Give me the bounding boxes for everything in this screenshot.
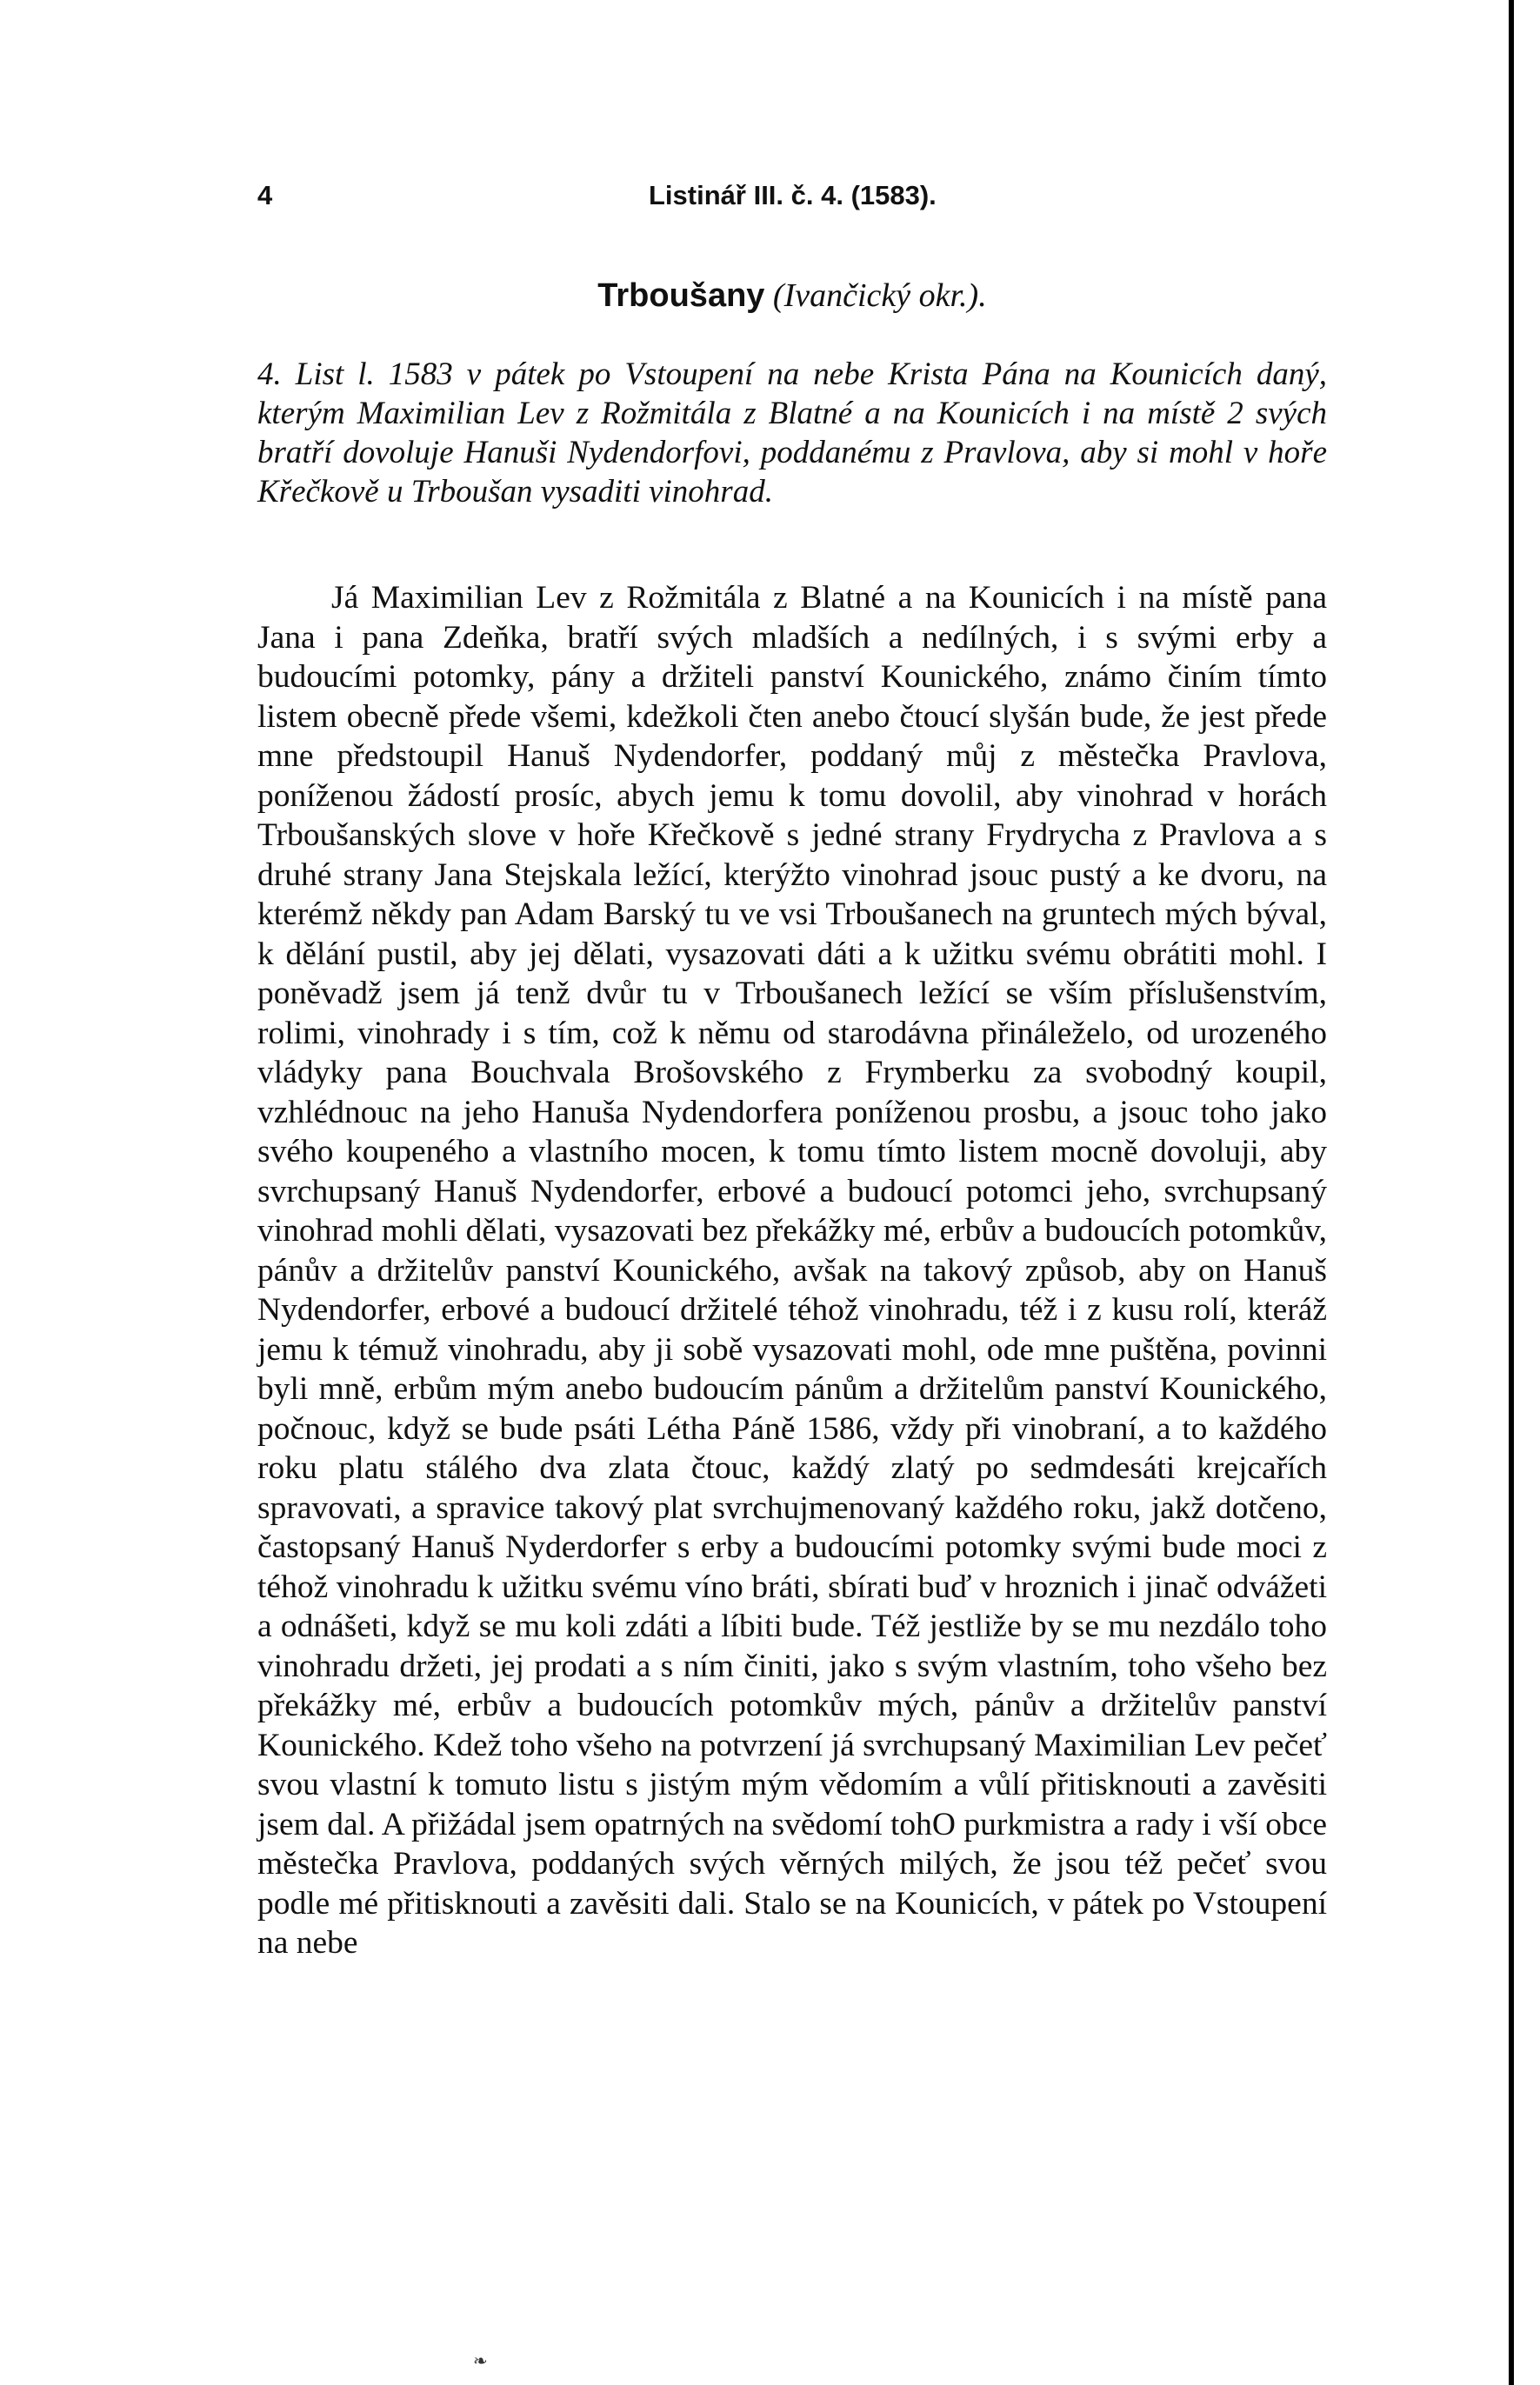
- regest-text: List l. 1583 v pátek po Vstoupení na nebe Krista Pána na Kounicích daný, kterým Maximilian Lev z Rožmitála z Blatné a na Kounicích i na místě 2 svých bratří dovoluje Hanuši Nydendorfovi, poddanému z Pravlova, aby si mohl v hoře Křečkově u Trboušan vysaditi vinohrad.: [257, 356, 1327, 510]
- running-header: [257, 180, 1327, 218]
- district-name: (Ivančický okr.).: [772, 277, 987, 314]
- regest: [257, 355, 1327, 511]
- running-title: Listinář III. č. 4. (1583).: [649, 180, 937, 210]
- page-number: 4: [257, 180, 273, 210]
- place-name: Trboušany: [597, 277, 765, 314]
- document-body-text: Já Maximilian Lev z Rožmitála z Blatné a na Kounicích i na místě pana Jana i pana Zdeňka, bratří svých mladších a nedílných, i s svými erby a budoucími potomky, pány a držiteli panství Kounického, známo činím tímto listem obecně přede všemi, kdežkoli čten anebo čtoucí slyšán bude, že jest přede mne předstoupil Hanuš Nydendorfer, poddaný můj z městečka Pravlova, poníženou žádostí prosíc, abych jemu k tomu dovolil, aby vinohrad v horách Trboušanských slove v hoře Křečkově s jedné strany Frydrycha z Pravlova a s druhé strany Jana Stejskala ležící, kterýžto vinohrad jsouc pustý a ke dvoru, na kterémž někdy pan Adam Barský tu ve vsi Trboušanech na gruntech mých býval, k dělání pustil, aby jej dělati, vysazovati dáti a k užitku svému obrátiti mohl. I poněvadž jsem já tenž dvůr tu v Trboušanech ležící se vším příslušenstvím, rolimi, vinohrady i s tím, což k němu od starodávna přináleželo, od urozeného vládyky pana Bouchvala Brošovského z Frymberku za svobodný koupil, vzhlédnouc na jeho Hanuša Nydendorfera poníženou prosbu, a jsouc toho jako svého koupeného a vlastního mocen, k tomu tímto listem mocně dovoluji, aby svrchupsaný Hanuš Nydendorfer, erbové a budoucí potomci jeho, svrchupsaný vinohrad mohli dělati, vysazovati bez překážky mé, erbův a budoucích potomkův, pánův a držitelův panství Kounického, avšak na takový způsob, aby on Hanuš Nydendorfer, erbové a budoucí držitelé téhož vinohradu, též i z kusu rolí, kteráž jemu k témuž vinohradu, aby ji sobě vysazovati mohl, ode mne puštěna, povinni byli mně, erbům mým anebo budoucím pánům a držitelům panství Kounického, počnouc, když se bude psáti Létha Páně 1586, vždy při vinobraní, a to každého roku platu stálého dva zlata čtouc, každý zlatý po sedmdesáti krejcařích spravovati, a spravice takový plat svrchujmenovaný každého roku, jakž dotčeno, častopsaný Hanuš Nyderdorfer s erby a budoucími potomky svými bude moci z téhož vinohradu k užitku svému víno bráti, sbírati buď v hroznich i jinač odvážeti a odnášeti, když se mu koli zdáti a líbiti bude. Též jestliže by se mu nezdálo toho vinohradu držeti, jej prodati a s ním činiti, jako s svým vlastním, toho všeho bez překážky mé, erbův a budoucích potomkův mých, pánův a držitelův panství Kounického. Kdež toho všeho na potvrzení já svrchupsaný Maximilian Lev pečeť svou vlastní k tomuto listu s jistým mým vědomím a vůlí přitisknouti a zavěsiti jsem dal. A přižádal jsem opatrných na svědomí tohO purkmistra a rady i vší obce městečka Pravlova, poddaných svých věrných milých, že jsou též pečeť svou podle mé přitisknouti a zavěsiti dali. Stalo se na Kounicích, v pátek po Vstoupení na nebe: [257, 580, 1327, 1961]
- bottom-mark: ❧: [473, 2352, 488, 2371]
- regest-number: 4.: [257, 356, 282, 392]
- document-title: [257, 276, 1327, 315]
